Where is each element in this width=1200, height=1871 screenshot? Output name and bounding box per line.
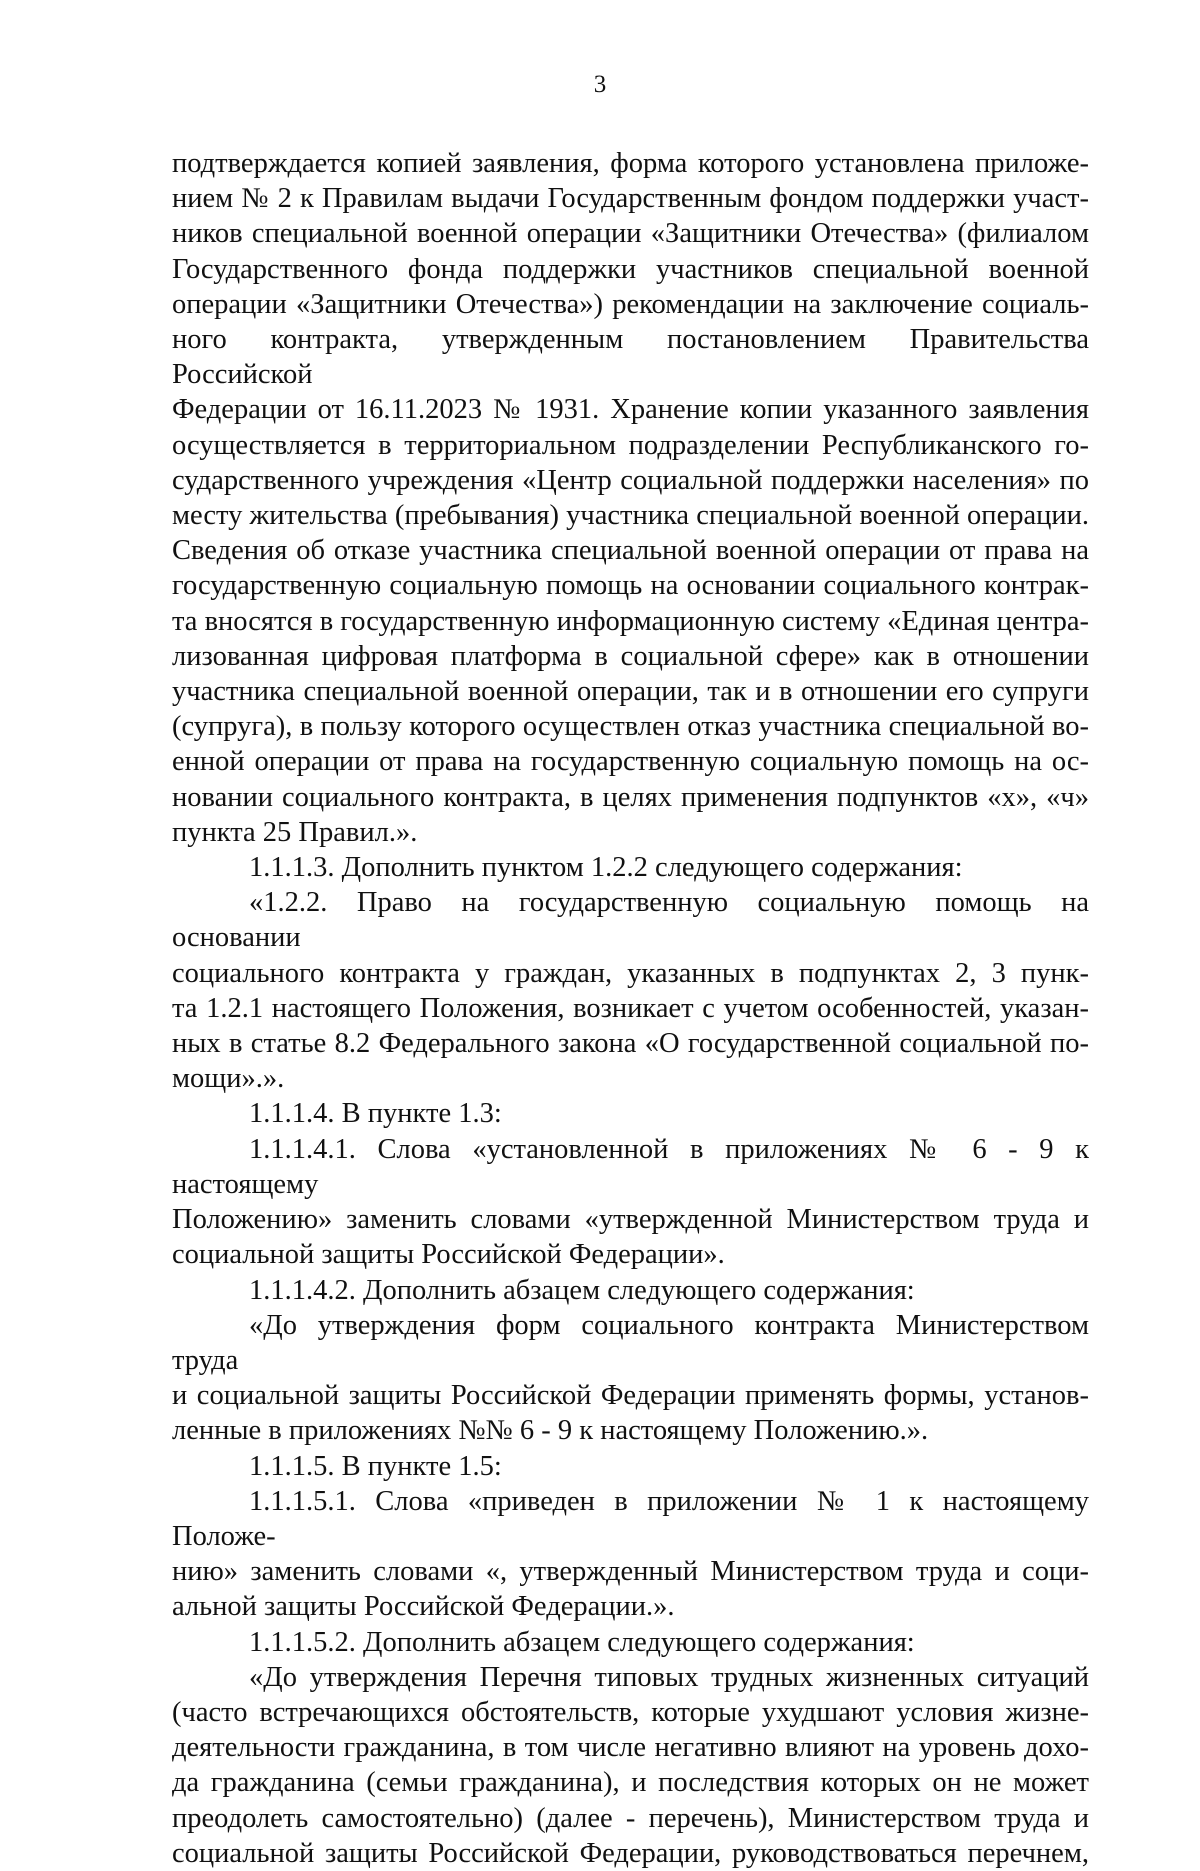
text-line: государственную социальную помощь на основании социального контрак- [172, 570, 1089, 602]
text-line: сударственного учреждения «Центр социальной поддержки населения» по [172, 464, 1089, 496]
text-line: ленные в приложениях №№ 6 - 9 к настоящему Положению.». [172, 1415, 929, 1447]
paragraph [172, 1096, 1089, 1131]
text-line: 1.1.1.4.1. Слова «установленной в приложениях № 6 - 9 к настоящему [172, 1133, 1089, 1200]
text-line: преодолеть самостоятельно) (далее - перечень), Министерством труда и [172, 1802, 1089, 1834]
paragraph [172, 1484, 1089, 1625]
text-line: социального контракта у граждан, указанных в подпунктах 2, 3 пунк- [172, 957, 1089, 989]
text-line: «До утверждения форм социального контракта Министерством труда [172, 1309, 1089, 1376]
text-line: ных в статье 8.2 Федерального закона «О государственной социальной по- [172, 1028, 1089, 1060]
paragraph [172, 850, 1089, 885]
text-line: Сведения об отказе участника специальной военной операции от права на [172, 535, 1089, 567]
text-line: операции «Защитники Отечества») рекомендации на заключение социаль- [172, 288, 1089, 320]
text-line: 1.1.1.5.1. Слова «приведен в приложении № 1 к настоящему Положе- [172, 1485, 1089, 1552]
text-line: ного контракта, утвержденным постановлением Правительства Российской [172, 324, 1089, 391]
text-line: пункта 25 Правил.». [172, 816, 418, 848]
text-line: 1.1.1.5. В пункте 1.5: [249, 1450, 502, 1482]
text-line: месту жительства (пребывания) участника специальной военной операции. [172, 500, 1089, 532]
text-line: 1.1.1.4. В пункте 1.3: [249, 1098, 502, 1130]
page-number: 3 [593, 71, 607, 98]
text-line: нию» заменить словами «, утвержденный Министерством труда и соци- [172, 1556, 1089, 1588]
paragraph [172, 146, 1089, 850]
text-line: деятельности гражданина, в том числе негативно влияют на уровень дохо- [172, 1732, 1089, 1764]
text-line: та 1.2.1 настоящего Положения, возникает с учетом особенностей, указан- [172, 992, 1089, 1024]
text-line: да гражданина (семьи гражданина), и последствия которых он не может [172, 1767, 1089, 1799]
paragraph [172, 1132, 1089, 1273]
paragraph [172, 1625, 1089, 1660]
text-line: (супруга), в пользу которого осуществлен отказ участника специальной во- [172, 711, 1089, 743]
text-line: социальной защиты Российской Федерации, руководствоваться перечнем, [172, 1837, 1089, 1869]
text-line: социальной защиты Российской Федерации». [172, 1239, 725, 1271]
text-line: ников специальной военной операции «Защитники Отечества» (филиалом [172, 218, 1089, 250]
paragraph [172, 885, 1089, 1096]
text-line: нием № 2 к Правилам выдачи Государственным фондом поддержки участ- [172, 183, 1089, 215]
paragraph [172, 1660, 1089, 1871]
text-line: «1.2.2. Право на государственную социальную помощь на основании [172, 887, 1089, 954]
text-line: та вносятся в государственную информационную систему «Единая центра- [172, 605, 1089, 637]
text-line: «До утверждения Перечня типовых трудных жизненных ситуаций [249, 1661, 1089, 1693]
text-line: 1.1.1.4.2. Дополнить абзацем следующего содержания: [249, 1274, 915, 1306]
text-line: участника специальной военной операции, так и в отношении его супруги [172, 676, 1089, 708]
text-line: 1.1.1.5.2. Дополнить абзацем следующего содержания: [249, 1626, 915, 1658]
text-line: подтверждается копией заявления, форма которого установлена приложе- [172, 148, 1089, 179]
text-line: енной операции от права на государственную социальную помощь на ос- [172, 746, 1089, 778]
text-line: (часто встречающихся обстоятельств, которые ухудшают условия жизне- [172, 1696, 1089, 1728]
text-line: альной защиты Российской Федерации.». [172, 1591, 675, 1623]
text-line: Государственного фонда поддержки участников специальной военной [172, 253, 1089, 285]
paragraph [172, 1449, 1089, 1484]
text-line: 1.1.1.3. Дополнить пунктом 1.2.2 следующего содержания: [249, 852, 963, 884]
text-line: осуществляется в территориальном подразделении Республиканского го- [172, 429, 1089, 461]
text-line: лизованная цифровая платформа в социальной сфере» как в отношении [172, 640, 1089, 672]
text-line: новании социального контракта, в целях применения подпунктов «х», «ч» [172, 781, 1089, 813]
paragraph [172, 1273, 1089, 1308]
text-line: Федерации от 16.11.2023 № 1931. Хранение копии указанного заявления [172, 394, 1089, 426]
document-body [172, 146, 1089, 1871]
paragraph [172, 1308, 1089, 1449]
text-line: мощи».». [172, 1063, 285, 1095]
text-line: и социальной защиты Российской Федерации применять формы, установ- [172, 1380, 1089, 1412]
text-line: Положению» заменить словами «утвержденной Министерством труда и [172, 1204, 1089, 1236]
